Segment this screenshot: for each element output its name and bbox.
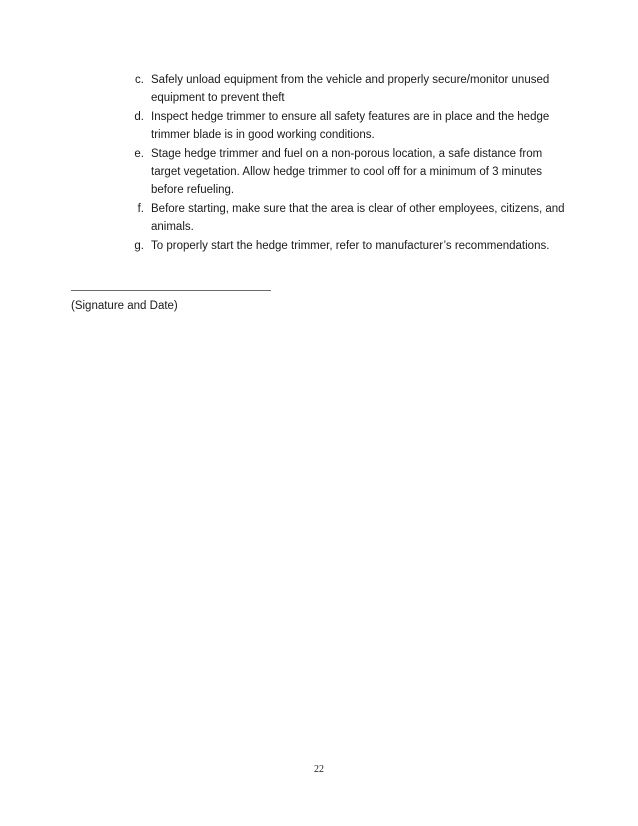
step-marker: d.: [134, 110, 144, 123]
procedure-step-c: [0, 71, 638, 108]
step-marker: e.: [134, 147, 144, 160]
procedure-step-f: [0, 200, 638, 237]
step-text: To properly start the hedge trimmer, refer to manufacturer’s recommendations.: [151, 239, 550, 252]
page-number: 22: [314, 764, 324, 775]
step-marker: g.: [134, 239, 144, 252]
signature-line: [71, 290, 271, 291]
procedure-step-g: [0, 237, 638, 255]
step-text: Inspect hedge trimmer to ensure all safety features are in place and the hedge trimmer blade is in good working conditions.: [151, 110, 550, 142]
signature-label: (Signature and Date): [71, 300, 178, 312]
step-marker: c.: [135, 74, 144, 86]
step-text: Stage hedge trimmer and fuel on a non-porous location, a safe distance from target vegetation. Allow hedge trimmer to cool off for a minimum of 3 minutes before refueling.: [151, 147, 543, 197]
step-marker: f.: [137, 202, 144, 215]
step-text: Safely unload equipment from the vehicle and properly secure/monitor unused equipment to prevent theft: [151, 74, 550, 105]
step-text: Before starting, make sure that the area is clear of other employees, citizens, and animals.: [151, 202, 565, 234]
procedure-step-e: [0, 145, 638, 200]
procedure-step-d: [0, 108, 638, 145]
procedure-steps-list: [0, 71, 638, 255]
